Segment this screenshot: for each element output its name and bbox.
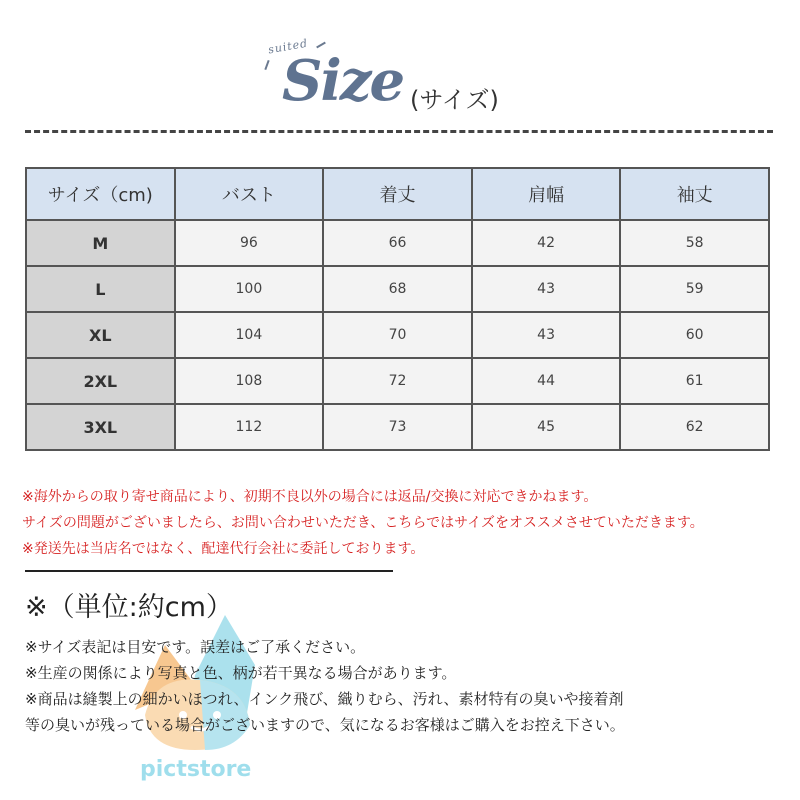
note-line: ※生産の関係により写真と色、柄が若干異なる場合があります。 — [25, 664, 457, 682]
notes-block — [25, 634, 785, 738]
table-header-row — [26, 168, 769, 220]
col-header-size: サイズ（cm) — [26, 168, 175, 220]
size-table — [25, 167, 770, 451]
row-size-label: 2XL — [26, 358, 175, 404]
cell-length: 66 — [323, 220, 472, 266]
col-header-shoulder: 肩幅 — [472, 168, 621, 220]
cell-shoulder: 43 — [472, 312, 621, 358]
table-row — [26, 312, 769, 358]
row-size-label: XL — [26, 312, 175, 358]
cell-sleeve: 59 — [620, 266, 769, 312]
red-notice-block — [22, 484, 792, 562]
row-size-label: 3XL — [26, 404, 175, 450]
cell-length: 70 — [323, 312, 472, 358]
row-size-label: L — [26, 266, 175, 312]
cell-bust: 112 — [175, 404, 324, 450]
cell-shoulder: 43 — [472, 266, 621, 312]
col-header-length: 着丈 — [323, 168, 472, 220]
cell-shoulder: 45 — [472, 404, 621, 450]
cell-shoulder: 44 — [472, 358, 621, 404]
cell-length: 68 — [323, 266, 472, 312]
table-row — [26, 220, 769, 266]
red-note-line: サイズの問題がございましたら、お問い合わせいただき、こちらではサイズをオススメさせていただきます。 — [22, 515, 704, 531]
suited-label: suited — [267, 36, 310, 57]
cell-bust: 108 — [175, 358, 324, 404]
page-title: Size — [282, 48, 404, 114]
table-row — [26, 404, 769, 450]
cell-length: 72 — [323, 358, 472, 404]
note-line: ※商品は縫製上の細かいほつれ、インク飛び、織りむら、汚れ、素材特有の臭いや接着剤 — [25, 690, 624, 708]
col-header-bust: バスト — [175, 168, 324, 220]
dashed-divider — [25, 130, 773, 133]
cell-bust: 96 — [175, 220, 324, 266]
table-row — [26, 266, 769, 312]
cell-sleeve: 58 — [620, 220, 769, 266]
cell-length: 73 — [323, 404, 472, 450]
cell-sleeve: 61 — [620, 358, 769, 404]
unit-title: ※（単位:約cm） — [25, 592, 233, 623]
header — [0, 30, 800, 125]
decorative-tick — [264, 60, 269, 70]
red-note-line: ※海外からの取り寄せ商品により、初期不良以外の場合には返品/交換に対応できかねます。 — [22, 489, 598, 505]
cell-bust: 104 — [175, 312, 324, 358]
red-note-line: ※発送先は当店名ではなく、配達代行会社に委託しております。 — [22, 541, 425, 557]
note-line: ※サイズ表記は目安です。誤差はご了承ください。 — [25, 638, 366, 656]
cell-bust: 100 — [175, 266, 324, 312]
cell-sleeve: 62 — [620, 404, 769, 450]
table-row — [26, 358, 769, 404]
note-line: 等の臭いが残っている場合がございますので、気になるお客様はご購入をお控え下さい。 — [25, 716, 625, 734]
watermark-text: pictstore — [140, 757, 252, 782]
divider — [25, 570, 393, 572]
cell-sleeve: 60 — [620, 312, 769, 358]
col-header-sleeve: 袖丈 — [620, 168, 769, 220]
row-size-label: M — [26, 220, 175, 266]
cell-shoulder: 42 — [472, 220, 621, 266]
page-subtitle: (サイズ) — [410, 86, 499, 114]
